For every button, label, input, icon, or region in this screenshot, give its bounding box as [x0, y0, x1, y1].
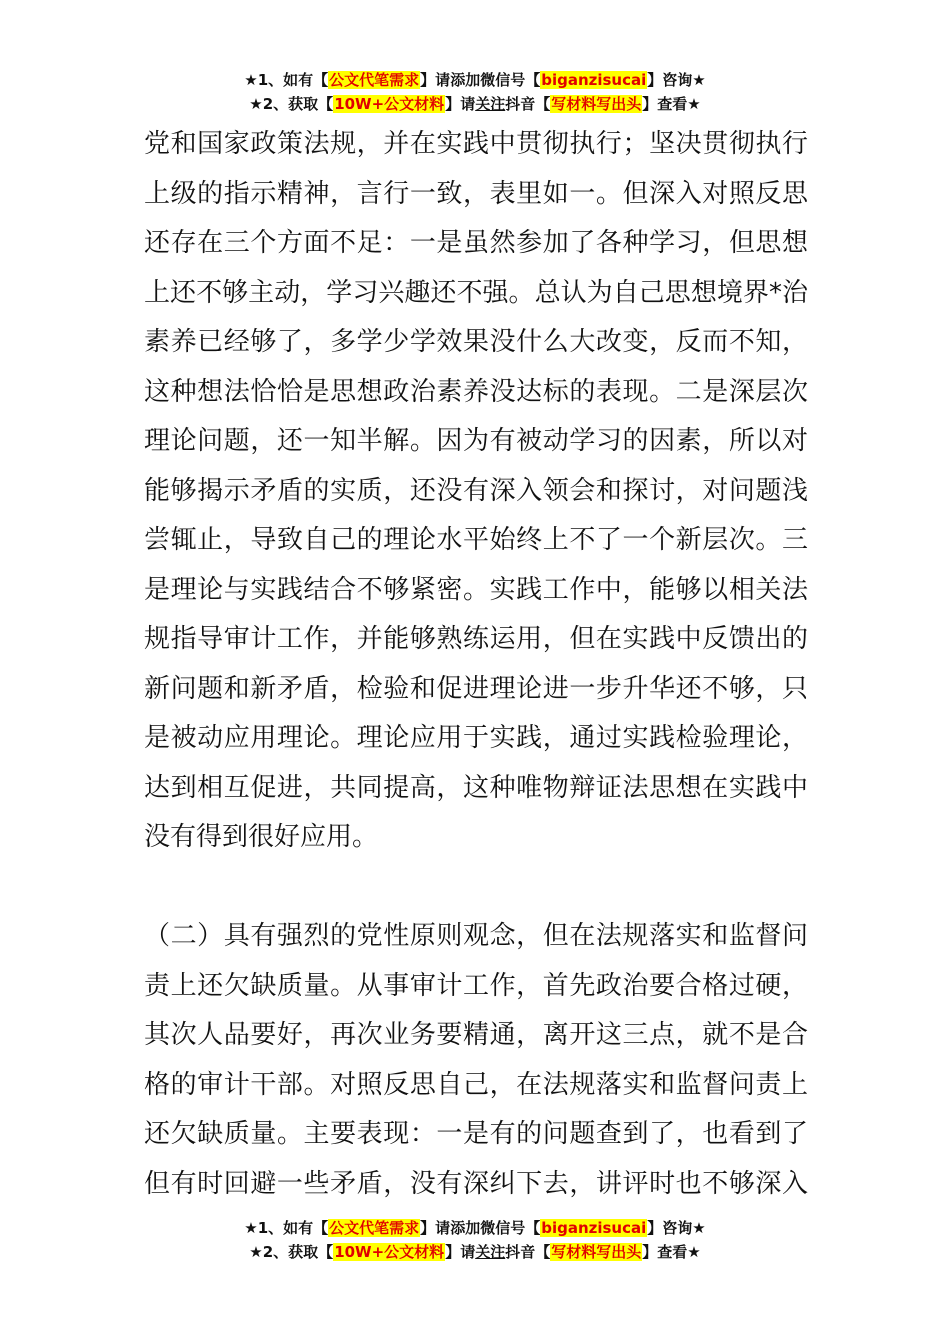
- banner-emphasis: 关注: [475, 1243, 506, 1261]
- banner-highlight: 写材料写出头: [551, 95, 642, 113]
- banner-highlight: biganzisucai: [541, 1219, 647, 1237]
- text-line: 党和国家政策法规，并在实践中贯彻执行；坚决贯彻执行: [144, 129, 808, 159]
- text-line: 责上还欠缺质量。从事审计工作，首先政治要合格过硬，: [144, 970, 808, 1001]
- paragraph-2: [144, 912, 808, 1209]
- text-line: 是被动应用理论。理论应用于实践，通过实践检验理论，: [144, 723, 808, 753]
- paragraph-1: [144, 120, 808, 863]
- text-line: 其次人品要好，再次业务要精通，离开这三点，就不是合: [144, 1020, 808, 1050]
- banner-text: ★1、如有【: [244, 71, 329, 89]
- text-line: （二）具有强烈的党性原则观念，但在法规落实和监督问: [144, 921, 808, 951]
- banner-text: ★1、如有【: [244, 1219, 329, 1237]
- text-line: 上级的指示精神，言行一致，表里如一。但深入对照反思: [144, 178, 808, 209]
- text-line: 上还不够主动，学习兴趣还不强。总认为自己思想境界*治: [144, 277, 808, 308]
- text-line: 规指导审计工作，并能够熟练运用，但在实践中反馈出的: [144, 624, 808, 654]
- text-line: 没有得到很好应用。: [144, 822, 379, 852]
- text-line: 素养已经够了，多学少学效果没什么大改变，反而不知，: [144, 327, 808, 357]
- footer-banner: [0, 1216, 950, 1264]
- banner-text: 抖音【: [505, 95, 551, 113]
- banner-text: 】请: [445, 1243, 476, 1261]
- text-line: 达到相互促进，共同提高，这种唯物辩证法思想在实践中: [144, 772, 808, 803]
- text-line: 这种想法恰恰是思想政治素养没达标的表现。二是深层次: [144, 376, 808, 407]
- banner-line-1: [0, 68, 950, 92]
- banner-highlight: biganzisucai: [541, 71, 647, 89]
- banner-highlight: 写材料写出头: [551, 1243, 642, 1261]
- banner-line-1: [0, 1216, 950, 1240]
- banner-text: ★2、获取【: [249, 95, 334, 113]
- header-banner: [0, 68, 950, 116]
- banner-line-2: [0, 1240, 950, 1264]
- banner-highlight: 公文代笔需求: [329, 71, 420, 89]
- text-line: 还欠缺质量。主要表现：一是有的问题查到了，也看到了: [144, 1119, 808, 1149]
- banner-text: 】咨询★: [647, 71, 706, 89]
- text-line: 但有时回避一些矛盾，没有深纠下去，讲评时也不够深入: [144, 1168, 808, 1199]
- text-line: 尝辄止，导致自己的理论水平始终上不了一个新层次。三: [144, 525, 808, 555]
- banner-highlight: 10W+公文材料: [334, 1243, 445, 1261]
- banner-emphasis: 关注: [475, 95, 506, 113]
- banner-line-2: [0, 92, 950, 116]
- banner-text: 抖音【: [505, 1243, 551, 1261]
- banner-text: 】查看★: [642, 1243, 701, 1261]
- document-body: [144, 120, 808, 1209]
- text-line: 是理论与实践结合不够紧密。实践工作中，能够以相关法: [144, 574, 808, 605]
- text-line: 还存在三个方面不足：一是虽然参加了各种学习，但思想: [144, 228, 808, 258]
- banner-highlight: 公文代笔需求: [329, 1219, 420, 1237]
- banner-text: ★2、获取【: [249, 1243, 334, 1261]
- banner-text: 】请: [445, 95, 476, 113]
- banner-text: 微信号【: [480, 1219, 541, 1237]
- banner-text: 微信号【: [480, 71, 541, 89]
- text-line: 理论问题，还一知半解。因为有被动学习的因素，所以对: [144, 426, 808, 456]
- banner-text: 】查看★: [642, 95, 701, 113]
- text-line: 新问题和新矛盾，检验和促进理论进一步升华还不够，只: [144, 673, 808, 704]
- banner-emphasis: 添加: [450, 71, 481, 89]
- banner-highlight: 10W+公文材料: [334, 95, 445, 113]
- banner-text: 】请: [420, 71, 451, 89]
- banner-text: 】请: [420, 1219, 451, 1237]
- banner-emphasis: 添加: [450, 1219, 481, 1237]
- banner-text: 】咨询★: [647, 1219, 706, 1237]
- text-line: 能够揭示矛盾的实质，还没有深入领会和探讨，对问题浅: [144, 475, 808, 506]
- text-line: 格的审计干部。对照反思自己，在法规落实和监督问责上: [144, 1069, 808, 1100]
